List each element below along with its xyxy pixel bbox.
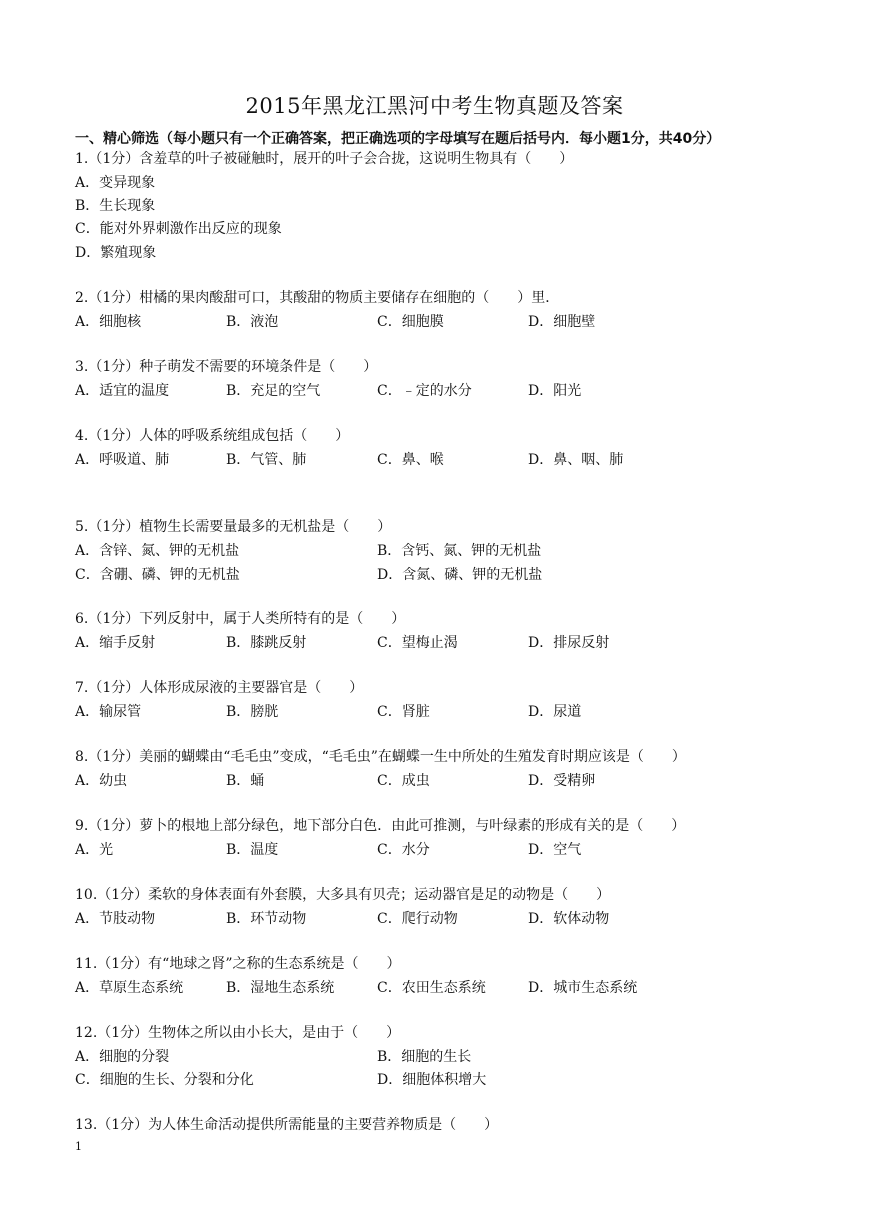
option-6c: C．望梅止渴 bbox=[377, 635, 458, 651]
page-number: 1 bbox=[75, 1140, 82, 1153]
option-10b: B．环节动物 bbox=[226, 911, 307, 927]
question-stem-9: 9.（1分）萝卜的根地上部分绿色，地下部分白色．由此可推测，与叶绿素的形成有关的是（ ） bbox=[75, 818, 686, 834]
option-2b: B．液泡 bbox=[226, 314, 279, 330]
option-5b: B．含钙、氮、钾的无机盐 bbox=[377, 543, 542, 559]
option-3c: C．﹣定的水分 bbox=[377, 383, 472, 399]
option-7c: C．肾脏 bbox=[377, 704, 430, 720]
question-stem-7: 7.（1分）人体形成尿液的主要器官是（ ） bbox=[75, 680, 364, 696]
option-3b: B．充足的空气 bbox=[226, 383, 321, 399]
option-6b: B．膝跳反射 bbox=[226, 635, 307, 651]
option-12c: C．细胞的生长、分裂和分化 bbox=[75, 1072, 254, 1088]
option-1b: B．生长现象 bbox=[75, 198, 156, 214]
question-stem-11: 11.（1分）有“地球之肾”之称的生态系统是（ ） bbox=[75, 956, 401, 972]
option-11a: A．草原生态系统 bbox=[75, 980, 184, 996]
question-stem-5: 5.（1分）植物生长需要量最多的无机盐是（ ） bbox=[75, 519, 392, 535]
option-3d: D．阳光 bbox=[528, 383, 582, 399]
option-7a: A．输尿管 bbox=[75, 704, 142, 720]
option-12b: B．细胞的生长 bbox=[377, 1049, 472, 1065]
option-10a: A．节肢动物 bbox=[75, 911, 156, 927]
option-12a: A．细胞的分裂 bbox=[75, 1049, 170, 1065]
option-1c: C．能对外界刺激作出反应的现象 bbox=[75, 221, 282, 237]
option-9d: D．空气 bbox=[528, 842, 582, 858]
option-7b: B．膀胱 bbox=[226, 704, 279, 720]
option-10d: D．软体动物 bbox=[528, 911, 610, 927]
option-4d: D．鼻、咽、肺 bbox=[528, 452, 624, 468]
option-9c: C．水分 bbox=[377, 842, 430, 858]
page-title: 2015年黑龙江黑河中考生物真题及答案 bbox=[245, 94, 624, 118]
question-stem-10: 10.（1分）柔软的身体表面有外套膜，大多具有贝壳；运动器官是足的动物是（ ） bbox=[75, 887, 611, 903]
option-11d: D．城市生态系统 bbox=[528, 980, 638, 996]
option-7d: D．尿道 bbox=[528, 704, 582, 720]
question-stem-12: 12.（1分）生物体之所以由小长大，是由于（ ） bbox=[75, 1025, 401, 1041]
option-5d: D．含氮、磷、钾的无机盐 bbox=[377, 567, 543, 583]
option-1a: A．变异现象 bbox=[75, 175, 156, 191]
option-11c: C．农田生态系统 bbox=[377, 980, 486, 996]
option-4c: C．鼻、喉 bbox=[377, 452, 444, 468]
question-stem-6: 6.（1分）下列反射中，属于人类所特有的是（ ） bbox=[75, 611, 406, 627]
option-2a: A．细胞核 bbox=[75, 314, 142, 330]
question-stem-1: 1.（1分）含羞草的叶子被碰触时，展开的叶子会合拢，这说明生物具有（ ） bbox=[75, 151, 574, 167]
option-8d: D．受精卵 bbox=[528, 773, 596, 789]
option-4b: B．气管、肺 bbox=[226, 452, 307, 468]
option-3a: A．适宜的温度 bbox=[75, 383, 170, 399]
option-2d: D．细胞壁 bbox=[528, 314, 596, 330]
question-stem-2: 2.（1分）柑橘的果肉酸甜可口，其酸甜的物质主要储存在细胞的（ ）里． bbox=[75, 290, 560, 306]
option-5a: A．含锌、氮、钾的无机盐 bbox=[75, 543, 240, 559]
option-4a: A．呼吸道、肺 bbox=[75, 452, 170, 468]
option-5c: C．含硼、磷、钾的无机盐 bbox=[75, 567, 240, 583]
option-8c: C．成虫 bbox=[377, 773, 430, 789]
option-9a: A．光 bbox=[75, 842, 114, 858]
option-6d: D．排尿反射 bbox=[528, 635, 610, 651]
option-6a: A．缩手反射 bbox=[75, 635, 156, 651]
option-8a: A．幼虫 bbox=[75, 773, 128, 789]
option-2c: C．细胞膜 bbox=[377, 314, 444, 330]
option-8b: B．蛹 bbox=[226, 773, 265, 789]
question-stem-8: 8.（1分）美丽的蝴蝶由“毛毛虫”变成，“毛毛虫”在蝴蝶一生中所处的生殖发育时期应该是（ ） bbox=[75, 749, 686, 765]
option-1d: D．繁殖现象 bbox=[75, 245, 157, 261]
option-9b: B．温度 bbox=[226, 842, 279, 858]
section-heading: 一、精心筛选（每小题只有一个正确答案，把正确选项的字母填写在题后括号内．每小题1分，共40分） bbox=[75, 131, 721, 147]
question-stem-3: 3.（1分）种子萌发不需要的环境条件是（ ） bbox=[75, 359, 378, 375]
question-stem-4: 4.（1分）人体的呼吸系统组成包括（ ） bbox=[75, 428, 350, 444]
option-10c: C．爬行动物 bbox=[377, 911, 458, 927]
question-stem-13: 13.（1分）为人体生命活动提供所需能量的主要营养物质是（ ） bbox=[75, 1117, 499, 1133]
option-11b: B．湿地生态系统 bbox=[226, 980, 335, 996]
option-12d: D．细胞体积增大 bbox=[377, 1072, 487, 1088]
